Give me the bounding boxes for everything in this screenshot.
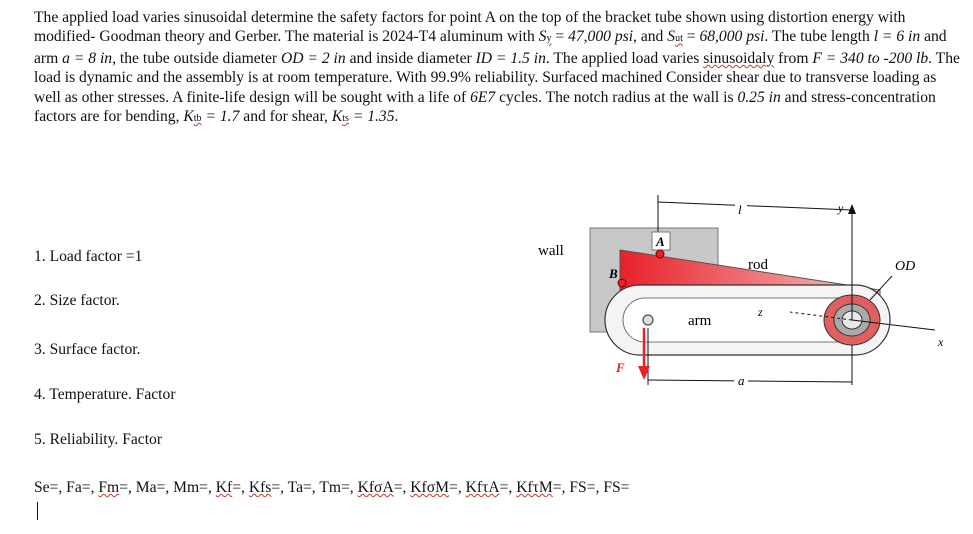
problem-text: .	[394, 108, 399, 126]
list-item-reliability-factor: 5. Reliability. Factor	[34, 431, 163, 448]
answer-term: KfσM	[410, 479, 450, 496]
a-dimension	[648, 380, 852, 382]
answer-text: =, Ta=, Tm=,	[271, 479, 358, 496]
point-a-label: A	[656, 234, 665, 249]
problem-text: from	[774, 49, 813, 67]
sy-symbol: S	[538, 28, 547, 46]
problem-text: and stress-concentration factors are for bending,	[34, 88, 936, 126]
problem-text: and arm	[34, 28, 947, 67]
problem-text: and for shear,	[239, 108, 332, 126]
kb-value: = 1.7	[201, 108, 240, 126]
od-label: OD	[895, 259, 916, 274]
ks-symbol: K	[331, 108, 343, 126]
list-item-temperature-factor: 4. Temperature. Factor	[34, 386, 176, 403]
answer-text: =,	[449, 479, 466, 496]
answer-term: KfτA	[465, 479, 500, 496]
answer-term: Kfs	[248, 479, 272, 496]
arm-hole	[643, 315, 653, 325]
answer-text: Se=, Fa=,	[34, 479, 99, 496]
id-value: ID = 1.5 in	[475, 49, 546, 67]
answer-text: =, Ma=, Mm=,	[119, 479, 216, 496]
answer-text: =,	[393, 479, 411, 496]
list-item-load-factor: 1. Load factor =1	[34, 248, 143, 265]
force-range: F = 340 to -200 lb	[812, 49, 929, 67]
y-axis-arrow	[848, 204, 856, 214]
sut-value: 68,000 psi	[699, 28, 765, 46]
x-axis-label: x	[938, 335, 944, 349]
answer-text: =,	[232, 479, 249, 496]
y-axis-label: y	[838, 201, 844, 215]
point-b-label: B	[609, 266, 618, 281]
answer-term: KfτM	[516, 479, 553, 496]
a-label: a	[738, 373, 745, 388]
od-value: OD = 2 in	[281, 49, 346, 67]
problem-statement	[34, 8, 966, 128]
problem-text: . The tube length	[764, 28, 874, 46]
misspelled-word: sinusoidaly	[703, 49, 775, 67]
rod-label: rod	[748, 257, 768, 273]
life-value: 6E7	[470, 88, 496, 106]
arm-label: arm	[688, 313, 712, 329]
point-b-marker	[618, 279, 626, 287]
list-item-size-factor: 2. Size factor.	[34, 292, 120, 309]
wall-label: wall	[538, 243, 564, 259]
problem-text: . The load is dynamic and the assembly is at room temperature. With 99.9% reliability. Surfaced machined Consider shear due to transverse loading as well as other stresses. A finite-life design will be sought with a life of	[34, 49, 960, 106]
ks-value: = 1.35	[348, 108, 395, 126]
sut-subscript: ut	[675, 33, 683, 45]
answer-text: =,	[499, 479, 517, 496]
bracket-figure	[520, 190, 970, 400]
ks-subscript: ts	[342, 113, 349, 125]
text-cursor	[37, 502, 38, 520]
sy-subscript: y	[546, 33, 552, 45]
problem-text: cycles. The notch radius at the wall is	[495, 88, 738, 106]
answer-term: KfσA	[357, 479, 394, 496]
arm-value: a = 8 in	[62, 49, 113, 67]
sut-symbol: S	[667, 28, 676, 46]
problem-text: . The applied load varies	[545, 49, 704, 67]
problem-text: , and	[633, 28, 668, 46]
list-item-surface-factor: 3. Surface factor.	[34, 341, 141, 358]
answer-line[interactable]	[34, 479, 629, 497]
point-a-marker	[656, 250, 664, 258]
l-dimension	[658, 202, 852, 210]
sy-value: 47,000 psi	[568, 28, 634, 46]
answer-term: Kf	[215, 479, 233, 496]
force-label: F	[616, 360, 625, 375]
notch-value: 0.25 in	[737, 88, 781, 106]
problem-text: and inside diameter	[345, 49, 476, 67]
problem-text: , the tube outside diameter	[112, 49, 281, 67]
answer-term: Fm	[98, 479, 120, 496]
equals: =	[682, 28, 700, 46]
answer-text: =, FS=, FS=	[552, 479, 630, 496]
length-value: l = 6 in	[873, 28, 921, 46]
kb-symbol: K	[183, 108, 194, 126]
z-axis-label: z	[758, 305, 763, 319]
l-label: l	[738, 202, 742, 217]
problem-text: The applied load varies sinusoidal determine the safety factors for point A on the top of the bracket tube shown using distortion energy with modified- Goodman theory and Gerber. The material is 2024-T4 aluminum with	[34, 9, 906, 46]
kb-subscript: tb	[193, 113, 202, 125]
equals: =	[551, 28, 569, 46]
